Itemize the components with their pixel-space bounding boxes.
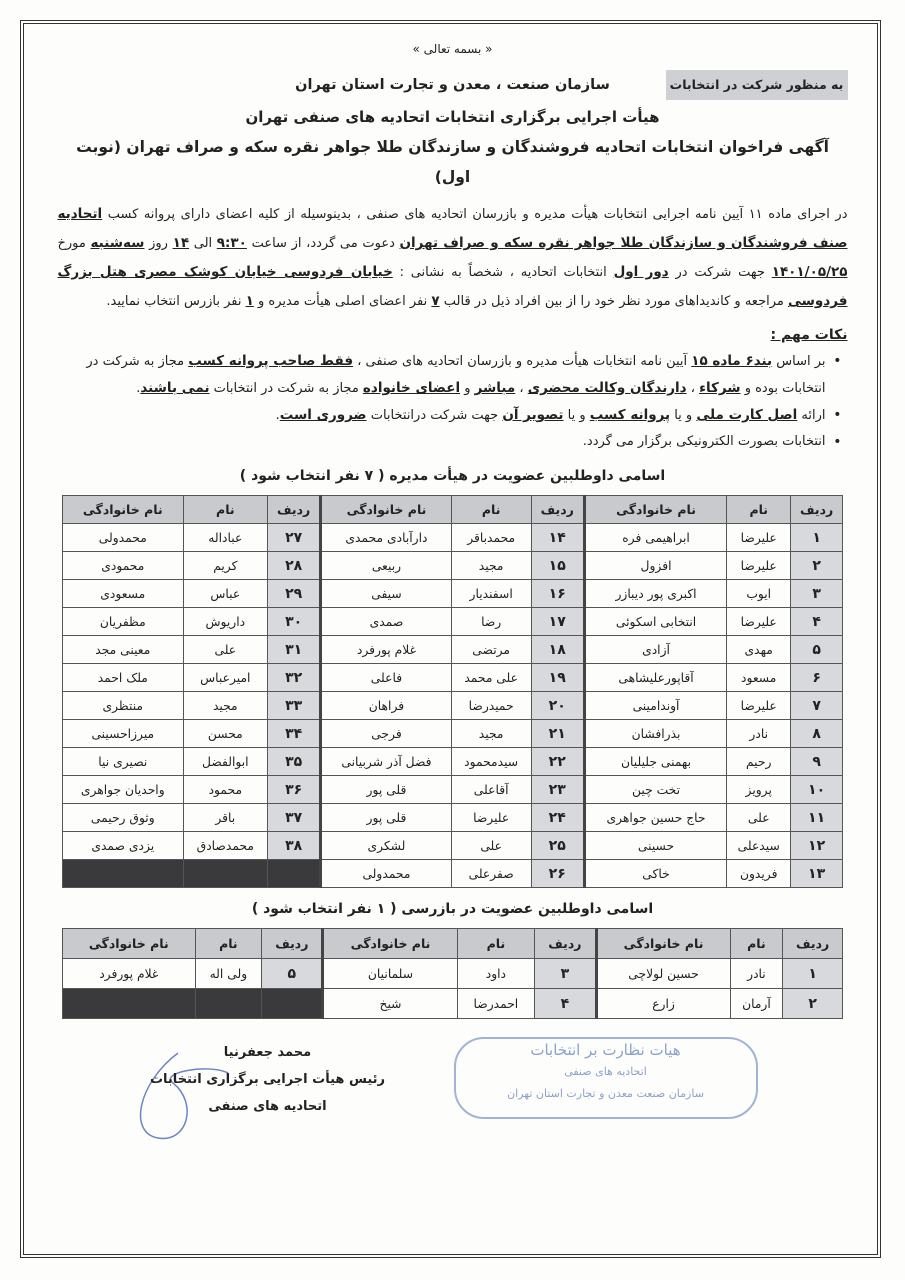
last-name-cell: یزدی صمدی [63, 832, 184, 860]
bismillah-heading: « بسمه تعالی » [412, 42, 493, 56]
first-name-cell: آرمان [730, 989, 783, 1019]
first-name-cell: ولی اله [195, 959, 262, 989]
first-name-cell: نادر [727, 720, 791, 748]
last-name-cell: حسینی [584, 832, 726, 860]
row-number-cell: ۲ [791, 552, 843, 580]
last-name-cell: غلام پورفرد [63, 959, 196, 989]
text-segment: نفر اعضای اصلی هیأت مدیره و [253, 294, 432, 309]
last-name-header: نام خانوادگی [584, 496, 726, 524]
text-segment: دعوت می گردد، از ساعت [246, 236, 400, 251]
last-name-cell: مسعودی [63, 580, 184, 608]
first-name-cell: احمدرضا [457, 989, 535, 1019]
last-name-cell: فراهان [321, 692, 451, 720]
emphasized-text: ۱ [245, 293, 254, 309]
inspector-candidates-table [62, 928, 843, 1019]
last-name-cell: خاکی [584, 860, 726, 888]
last-name-cell: حسین لولاچی [596, 959, 730, 989]
announcement-headline: آگهی فراخوان انتخابات اتحادیه فروشندگان و سازندگان طلا جواهر نقره سکه و صراف تهران (نوبت اول) [76, 138, 829, 186]
text-segment: ارائه [797, 408, 826, 423]
last-name-cell: سلمانیان [323, 959, 457, 989]
emphasized-text: ۱۴ [172, 235, 190, 251]
row-number-cell: ۱۴ [531, 524, 584, 552]
text-segment: نفر بازرس انتخاب نمایید. [106, 294, 246, 309]
table-row [63, 580, 843, 608]
row-number-header: ردیف [535, 929, 596, 959]
note-item [58, 348, 848, 402]
organization-row [58, 68, 848, 102]
last-name-cell: اکبری پور دیبازر [584, 580, 726, 608]
row-number-cell: ۲۰ [531, 692, 584, 720]
last-name-cell: مظفریان [63, 608, 184, 636]
emphasized-text: شرکاء [699, 380, 741, 396]
last-name-cell: بهمنی جلیلیان [584, 748, 726, 776]
first-name-cell: ایوب [727, 580, 791, 608]
signatory-title-2: اتحادیه های صنفی [208, 1099, 327, 1114]
first-name-cell: صفرعلی [451, 860, 531, 888]
row-number-cell: ۳۲ [268, 664, 321, 692]
row-number-cell: ۲۷ [268, 524, 321, 552]
row-number-cell: ۲۲ [531, 748, 584, 776]
empty-cell [63, 860, 184, 888]
purpose-tag: به منظور شرکت در انتخابات [666, 70, 848, 100]
inspector-table-title: اسامی داوطلبین عضویت در بازرسی ( ۱ نفر انتخاب شود ) [251, 901, 654, 917]
first-name-cell: علیرضا [451, 804, 531, 832]
text-segment: ، [515, 381, 528, 396]
row-number-header: ردیف [531, 496, 584, 524]
row-number-header: ردیف [262, 929, 323, 959]
text-segment: و یا [670, 408, 697, 423]
row-number-cell: ۱۳ [791, 860, 843, 888]
row-number-cell: ۴ [791, 608, 843, 636]
row-number-cell: ۳۰ [268, 608, 321, 636]
last-name-cell: ربیعی [321, 552, 451, 580]
row-number-cell: ۲۹ [268, 580, 321, 608]
last-name-cell: آوندامینی [584, 692, 726, 720]
row-number-cell: ۳۵ [268, 748, 321, 776]
row-number-cell: ۱ [791, 524, 843, 552]
last-name-cell: قلی پور [321, 804, 451, 832]
table-row [63, 804, 843, 832]
first-name-cell: امیرعباس [183, 664, 268, 692]
emphasized-text: ۷ [431, 293, 440, 309]
emphasized-text: اعضای خانواده [362, 380, 461, 396]
board-candidates-table [62, 495, 843, 888]
row-number-cell: ۳ [535, 959, 596, 989]
text-segment: مجاز به شرکت در انتخابات بوده و [86, 354, 826, 396]
last-name-cell: ملک احمد [63, 664, 184, 692]
empty-cell [195, 989, 262, 1019]
table-row [63, 720, 843, 748]
table-row [63, 608, 843, 636]
signature-block [118, 1039, 418, 1120]
first-name-header: نام [183, 496, 268, 524]
first-name-cell: عباداله [183, 524, 268, 552]
row-number-cell: ۱۰ [791, 776, 843, 804]
row-number-cell: ۳۱ [268, 636, 321, 664]
text-segment: مجاز به شرکت در انتخابات [209, 381, 363, 396]
first-name-cell: محمدصادق [183, 832, 268, 860]
first-name-cell: علیرضا [727, 692, 791, 720]
row-number-cell: ۲۸ [268, 552, 321, 580]
first-name-cell: محمدباقر [451, 524, 531, 552]
first-name-cell: محسن [183, 720, 268, 748]
first-name-cell: علیرضا [727, 608, 791, 636]
stamp-text: اتحادیه های صنفی [564, 1065, 647, 1078]
empty-cell [268, 860, 321, 888]
row-number-header: ردیف [268, 496, 321, 524]
table-header-row [63, 929, 843, 959]
notes-title-text: نکات مهم : [770, 327, 848, 343]
last-name-cell: فضل آذر شربیانی [321, 748, 451, 776]
row-number-cell: ۲۶ [531, 860, 584, 888]
last-name-header: نام خانوادگی [63, 496, 184, 524]
row-number-cell: ۱۲ [791, 832, 843, 860]
text-segment: مراجعه و کاندیداهای مورد نظر خود را از بین افراد ذیل در قالب [439, 294, 788, 309]
first-name-cell: محمود [183, 776, 268, 804]
last-name-header: نام خانوادگی [63, 929, 196, 959]
first-name-cell: عباس [183, 580, 268, 608]
invitation-paragraph [58, 200, 848, 316]
emphasized-text: ۱۴۰۱/۰۵/۲۵ [771, 264, 848, 280]
first-name-header: نام [195, 929, 262, 959]
emphasized-text: سه‌شنبه [90, 235, 145, 251]
first-name-cell: سیدمحمود [451, 748, 531, 776]
first-name-cell: اسفندیار [451, 580, 531, 608]
last-name-cell: صمدی [321, 608, 451, 636]
last-name-cell: معینی مجد [63, 636, 184, 664]
row-number-cell: ۵ [791, 636, 843, 664]
empty-cell [262, 989, 323, 1019]
emphasized-text: اتحادیه صنف فروشندگان و سازندگان طلا جواهر نقره سکه و صراف تهران [57, 206, 848, 251]
emphasized-text: ۹:۳۰ [216, 235, 247, 251]
notes-list [58, 348, 848, 455]
row-number-cell: ۳۷ [268, 804, 321, 832]
last-name-cell: میرزاحسینی [63, 720, 184, 748]
first-name-cell: علی [451, 832, 531, 860]
first-name-cell: مهدی [727, 636, 791, 664]
last-name-header: نام خانوادگی [323, 929, 457, 959]
signature-area [58, 1033, 848, 1143]
text-segment: . [136, 381, 141, 396]
emphasized-text: نمی باشند [140, 380, 210, 396]
row-number-cell: ۱۶ [531, 580, 584, 608]
board-table-title: اسامی داوطلبین عضویت در هیأت مدیره ( ۷ نفر انتخاب شود ) [239, 468, 666, 484]
row-number-header: ردیف [783, 929, 843, 959]
row-number-cell: ۱ [783, 959, 843, 989]
last-name-header: نام خانوادگی [321, 496, 451, 524]
emphasized-text: پروانه کسب [589, 407, 671, 423]
last-name-cell: آزادی [584, 636, 726, 664]
first-name-header: نام [727, 496, 791, 524]
last-name-cell: زارع [596, 989, 730, 1019]
table-row [63, 692, 843, 720]
table-row [63, 636, 843, 664]
first-name-cell: مرتضی [451, 636, 531, 664]
last-name-cell: فرجی [321, 720, 451, 748]
empty-cell [183, 860, 268, 888]
table-row [63, 524, 843, 552]
first-name-cell: مجید [451, 552, 531, 580]
table-row [63, 860, 843, 888]
table-row [63, 832, 843, 860]
emphasized-text: دور اول [613, 264, 669, 280]
row-number-cell: ۳ [791, 580, 843, 608]
last-name-cell: وثوق رحیمی [63, 804, 184, 832]
text-segment: روز [144, 236, 173, 251]
last-name-cell: انتخابی اسکوئی [584, 608, 726, 636]
last-name-cell: سیفی [321, 580, 451, 608]
text-segment: و یا [563, 408, 590, 423]
last-name-cell: تخت چین [584, 776, 726, 804]
table-row [63, 664, 843, 692]
first-name-cell: مسعود [727, 664, 791, 692]
row-number-cell: ۲۳ [531, 776, 584, 804]
stamp-text: هیات نظارت بر انتخابات [530, 1041, 681, 1059]
board-title: هیأت اجرایی برگزاری انتخابات اتحادیه های صنفی تهران [245, 108, 660, 126]
organization-title: سازمان صنعت ، معدن و تجارت استان تهران [295, 77, 610, 93]
last-name-cell: منتظری [63, 692, 184, 720]
signatory-title: رئیس هیأت اجرایی برگزاری انتخابات [149, 1072, 385, 1087]
last-name-header: نام خانوادگی [596, 929, 730, 959]
first-name-cell: کریم [183, 552, 268, 580]
notes-title [58, 322, 848, 348]
text-segment: . [275, 408, 280, 423]
first-name-cell: رضا [451, 608, 531, 636]
first-name-cell: سیدعلی [727, 832, 791, 860]
row-number-header: ردیف [791, 496, 843, 524]
row-number-cell: ۵ [262, 959, 323, 989]
first-name-cell: ابوالفضل [183, 748, 268, 776]
text-segment: و [460, 381, 475, 396]
document-body [58, 0, 848, 1143]
first-name-cell: علی [183, 636, 268, 664]
last-name-cell: محمدولی [63, 524, 184, 552]
first-name-cell: رحیم [727, 748, 791, 776]
note-item [58, 429, 848, 455]
row-number-cell: ۱۵ [531, 552, 584, 580]
emphasized-text: اصل کارت ملی [696, 407, 798, 423]
first-name-cell: مجید [451, 720, 531, 748]
text-segment: جهت شرکت درانتخابات [366, 408, 503, 423]
table-row [63, 552, 843, 580]
last-name-cell: دارآبادی محمدی [321, 524, 451, 552]
emphasized-text: ضروری است [279, 407, 367, 423]
row-number-cell: ۹ [791, 748, 843, 776]
row-number-cell: ۳۶ [268, 776, 321, 804]
row-number-cell: ۱۷ [531, 608, 584, 636]
first-name-header: نام [730, 929, 783, 959]
last-name-cell: محمدولی [321, 860, 451, 888]
last-name-cell: قلی پور [321, 776, 451, 804]
first-name-cell: آقاعلی [451, 776, 531, 804]
text-segment: الی [189, 236, 217, 251]
first-name-cell: داود [457, 959, 535, 989]
row-number-cell: ۳۸ [268, 832, 321, 860]
row-number-cell: ۲۴ [531, 804, 584, 832]
first-name-cell: پرویز [727, 776, 791, 804]
note-item [58, 402, 848, 429]
first-name-header: نام [457, 929, 535, 959]
emphasized-text: مباشر [474, 380, 516, 396]
table-row [63, 989, 843, 1019]
last-name-cell: محمودی [63, 552, 184, 580]
emphasized-text: دارندگان وکالت محضری [527, 380, 687, 396]
emphasized-text: تصویر آن [502, 407, 564, 423]
first-name-cell: علی [727, 804, 791, 832]
row-number-cell: ۱۹ [531, 664, 584, 692]
last-name-cell: نصیری نیا [63, 748, 184, 776]
first-name-cell: علی محمد [451, 664, 531, 692]
last-name-cell: شیخ [323, 989, 457, 1019]
first-name-cell: نادر [730, 959, 783, 989]
stamp [454, 1037, 758, 1119]
empty-cell [63, 989, 196, 1019]
first-name-cell: علیرضا [727, 552, 791, 580]
row-number-cell: ۲۵ [531, 832, 584, 860]
table-row [63, 776, 843, 804]
text-segment: جهت شرکت در [668, 265, 772, 280]
last-name-cell: فاعلی [321, 664, 451, 692]
last-name-cell: بذرافشان [584, 720, 726, 748]
last-name-cell: آقاپورعلیشاهی [584, 664, 726, 692]
stamp-text: سازمان صنعت معدن و تجارت استان تهران [507, 1087, 704, 1100]
first-name-header: نام [451, 496, 531, 524]
table-header-row [63, 496, 843, 524]
last-name-cell: غلام پورفرد [321, 636, 451, 664]
text-segment: آیین نامه انتخابات هیأت مدیره و بازرسان اتحادیه های صنفی ، [353, 354, 692, 369]
text-segment: مورخ [57, 236, 91, 251]
row-number-cell: ۱۸ [531, 636, 584, 664]
row-number-cell: ۲۱ [531, 720, 584, 748]
first-name-cell: فریدون [727, 860, 791, 888]
last-name-cell: ابراهیمی فره [584, 524, 726, 552]
row-number-cell: ۴ [535, 989, 596, 1019]
row-number-cell: ۸ [791, 720, 843, 748]
first-name-cell: باقر [183, 804, 268, 832]
text-segment: بر اساس [772, 354, 826, 369]
text-segment: در اجرای ماده ۱۱ آیین نامه اجرایی انتخابات هیأت مدیره و بازرسان اتحادیه های صنفی ، بدینوسیله از کلیه اعضای دارای پروانه کسب [102, 207, 848, 222]
first-name-cell: حمیدرضا [451, 692, 531, 720]
table-row [63, 959, 843, 989]
first-name-cell: داریوش [183, 608, 268, 636]
row-number-cell: ۱۱ [791, 804, 843, 832]
first-name-cell: علیرضا [727, 524, 791, 552]
row-number-cell: ۳۴ [268, 720, 321, 748]
last-name-cell: واحدیان جواهری [63, 776, 184, 804]
text-segment: ، [686, 381, 700, 396]
table-row [63, 748, 843, 776]
emphasized-text: خیابان فردوسی خیابان کوشک مصری هتل بزرگ فردوسی [57, 264, 848, 309]
text-segment: انتخابات اتحادیه ، شخصاً به نشانی : [392, 265, 614, 280]
emphasized-text: فقط صاحب پروانه کسب [188, 353, 354, 369]
row-number-cell: ۶ [791, 664, 843, 692]
last-name-cell: لشکری [321, 832, 451, 860]
last-name-cell: افزول [584, 552, 726, 580]
last-name-cell: حاج حسین جواهری [584, 804, 726, 832]
row-number-cell: ۷ [791, 692, 843, 720]
row-number-cell: ۲ [783, 989, 843, 1019]
text-segment: انتخابات بصورت الکترونیکی برگزار می گردد. [582, 434, 826, 449]
emphasized-text: بند۶ ماده ۱۵ [691, 353, 773, 369]
signatory-name: محمد جعفرنیا [223, 1045, 312, 1060]
row-number-cell: ۳۳ [268, 692, 321, 720]
first-name-cell: مجید [183, 692, 268, 720]
